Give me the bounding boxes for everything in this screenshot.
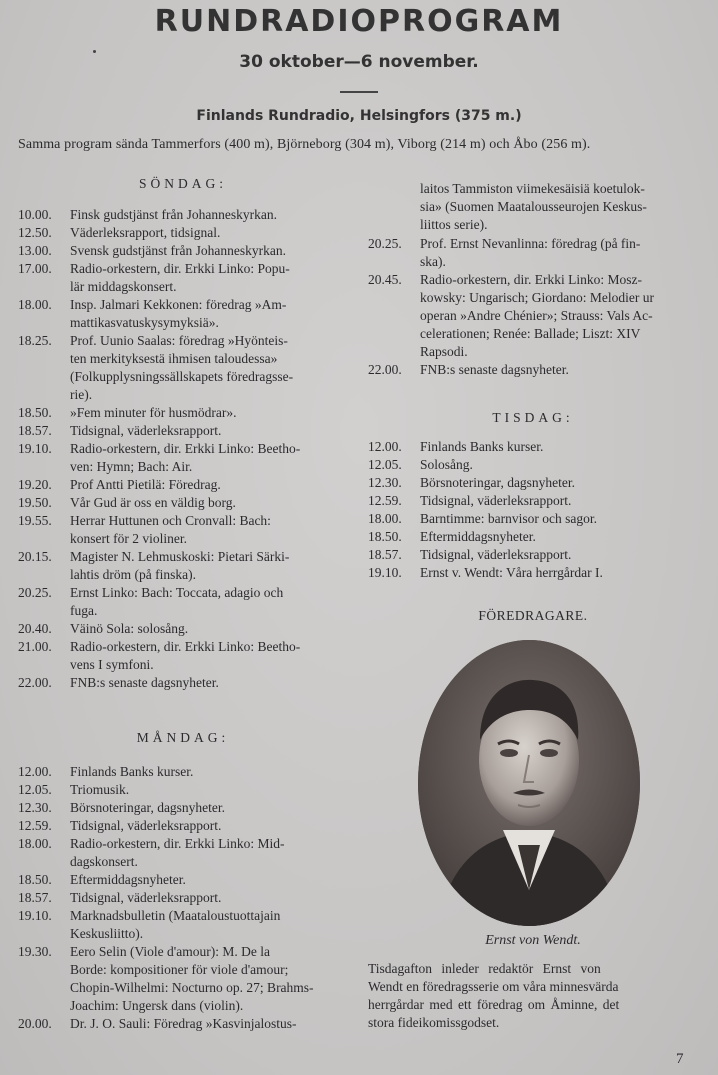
heading-mandag: MÅNDAG:: [136, 730, 230, 745]
schedule-text: [70, 242, 348, 260]
page-number: 7: [676, 1051, 684, 1067]
schedule-text: [70, 781, 348, 799]
schedule-time: 19.10.: [368, 565, 402, 580]
schedule-line: »Fem minuter för husmödrar».: [70, 405, 237, 420]
schedule-text: [70, 548, 348, 584]
schedule-line: Chopin-Wilhelmi: Nocturno op. 27; Brahms-: [70, 980, 314, 995]
schedule-line: Börsnoteringar, dagsnyheter.: [420, 475, 576, 490]
schedule-time: 20.00.: [18, 1016, 52, 1031]
schedule-time: 22.00.: [18, 675, 52, 690]
schedule-line: operan »Andre Chénier»; Strauss: Vals Ac-: [420, 308, 653, 323]
schedule-time: 20.25.: [368, 236, 402, 251]
schedule-text: [70, 638, 348, 674]
schedule-line: Eftermiddagsnyheter.: [420, 529, 536, 544]
mandag-continuation: [420, 180, 698, 234]
schedule-time: 12.30.: [368, 475, 402, 490]
schedule-text: [70, 674, 348, 692]
relay-stations-line: Samma program sända Tammerfors (400 m), Björneborg (304 m), Viborg (214 m) och Åbo (256 m).: [18, 137, 591, 152]
schedule-time: 12.00.: [18, 764, 52, 779]
schedule-time: 18.50.: [18, 405, 52, 420]
schedule-line: Radio-orkestern, dir. Erkki Linko: Beetho-: [70, 441, 301, 456]
schedule-line: ven: Hymn; Bach: Air.: [70, 459, 193, 474]
schedule-line: Ernst Linko: Bach: Toccata, adagio och: [70, 585, 284, 600]
note-line: stora fideikomissgodset.: [368, 1015, 500, 1030]
note-line: herrgårdar med ett föredrag om Åminne, det: [368, 997, 620, 1012]
schedule-time: 19.50.: [18, 495, 52, 510]
schedule-line: Finlands Banks kurser.: [420, 439, 544, 454]
schedule-line: Finsk gudstjänst från Johanneskyrkan.: [70, 207, 277, 222]
schedule-text: [70, 889, 348, 907]
schedule-text: [70, 440, 348, 476]
schedule-text: [70, 943, 348, 1015]
heading-foredragare: FÖREDRAGARE.: [478, 608, 588, 623]
schedule-line: Ernst v. Wendt: Våra herrgårdar I.: [420, 565, 603, 580]
schedule-line: Väinö Sola: solosång.: [70, 621, 189, 636]
schedule-time: 19.55.: [18, 513, 52, 528]
schedule-text: [420, 456, 698, 474]
schedule-time: 12.00.: [368, 439, 402, 454]
schedule-text: [420, 361, 698, 379]
schedule-text: [70, 512, 348, 548]
schedule-text: [70, 494, 348, 512]
schedule-text: [70, 1015, 348, 1033]
schedule-line: konsert för 2 violiner.: [70, 531, 187, 546]
schedule-text: [420, 271, 698, 361]
schedule-text: [70, 835, 348, 871]
schedule-text: [70, 296, 348, 332]
schedule-line: Radio-orkestern, dir. Erkki Linko: Popu-: [70, 261, 290, 276]
schedule-time: 19.10.: [18, 441, 52, 456]
schedule-time: 22.00.: [368, 362, 402, 377]
schedule-line: Keskusliitto).: [70, 926, 144, 941]
schedule-text: [70, 206, 348, 224]
title-rule: [340, 91, 378, 93]
schedule-line: Dr. J. O. Sauli: Föredrag »Kasvinjalostus-: [70, 1016, 297, 1031]
schedule-time: 18.00.: [368, 511, 402, 526]
schedule-line: vens I symfoni.: [70, 657, 154, 672]
schedule-time: 12.59.: [18, 818, 52, 833]
schedule-line: Prof. Uunio Saalas: föredrag »Hyönteis-: [70, 333, 288, 348]
schedule-line: lahtis dröm (på finska).: [70, 567, 196, 582]
schedule-text: [70, 476, 348, 494]
schedule-line: Tidsignal, väderleksrapport.: [70, 423, 222, 438]
schedule-text: [70, 332, 348, 404]
schedule-text: [70, 620, 348, 638]
schedule-line: lär middagskonsert.: [70, 279, 177, 294]
schedule-line: Tidsignal, väderleksrapport.: [70, 818, 222, 833]
schedule-line: ten merkityksestä ihmisen taloudessa»: [70, 351, 278, 366]
schedule-text: [420, 235, 698, 271]
schedule-time: 12.30.: [18, 800, 52, 815]
schedule-time: 18.00.: [18, 297, 52, 312]
schedule-text: [420, 474, 698, 492]
schedule-time: 20.40.: [18, 621, 52, 636]
schedule-line: fuga.: [70, 603, 98, 618]
schedule-text: [70, 799, 348, 817]
schedule-line: Prof Antti Pietilä: Föredrag.: [70, 477, 221, 492]
schedule-time: 12.50.: [18, 225, 52, 240]
schedule-line: Triomusik.: [70, 782, 130, 797]
station-line: Finlands Rundradio, Helsingfors (375 m.): [196, 108, 522, 124]
schedule-time: 19.30.: [18, 944, 52, 959]
schedule-time: 13.00.: [18, 243, 52, 258]
schedule-line: Solosång.: [420, 457, 473, 472]
schedule-time: 18.50.: [18, 872, 52, 887]
speaker-note: [368, 960, 688, 1032]
date-range: 30 oktober—6 november.: [239, 52, 479, 72]
schedule-line: Tidsignal, väderleksrapport.: [70, 890, 222, 905]
schedule-line: Tidsignal, väderleksrapport.: [420, 547, 572, 562]
schedule-line: rie).: [70, 387, 93, 402]
schedule-time: 12.05.: [18, 782, 52, 797]
schedule-line: Radio-orkestern, dir. Erkki Linko: Mid-: [70, 836, 285, 851]
continuation-line: laitos Tammiston viimekesäisiä koetulok-: [420, 181, 645, 196]
schedule-time: 12.05.: [368, 457, 402, 472]
portrait-caption: Ernst von Wendt.: [485, 933, 581, 948]
schedule-text: [70, 404, 348, 422]
schedule-line: Svensk gudstjänst från Johanneskyrkan.: [70, 243, 286, 258]
heading-sondag: SÖNDAG:: [138, 176, 227, 191]
schedule-text: [70, 817, 348, 835]
schedule-line: Herrar Huttunen och Cronvall: Bach:: [70, 513, 271, 528]
schedule-time: 17.00.: [18, 261, 52, 276]
schedule-line: FNB:s senaste dagsnyheter.: [420, 362, 569, 377]
schedule-line: mattikasvatuskysymyksiä».: [70, 315, 219, 330]
schedule-line: Magister N. Lehmuskoski: Pietari Särki-: [70, 549, 290, 564]
schedule-line: Marknadsbulletin (Maataloustuottajain: [70, 908, 281, 923]
page-title: RUNDRADIOPROGRAM: [154, 4, 564, 39]
schedule-line: Radio-orkestern, dir. Erkki Linko: Beetho-: [70, 639, 301, 654]
schedule-text: [420, 528, 698, 546]
schedule-time: 19.20.: [18, 477, 52, 492]
schedule-line: ska).: [420, 254, 446, 269]
schedule-text: [70, 422, 348, 440]
schedule-time: 21.00.: [18, 639, 52, 654]
schedule-line: Eftermiddagsnyheter.: [70, 872, 186, 887]
schedule-line: Eero Selin (Viole d'amour): M. De la: [70, 944, 270, 959]
heading-tisdag: TISDAG:: [492, 410, 574, 425]
schedule-text: [70, 260, 348, 296]
schedule-line: Finlands Banks kurser.: [70, 764, 194, 779]
schedule-line: Vår Gud är oss en väldig borg.: [70, 495, 236, 510]
schedule-text: [420, 564, 698, 582]
schedule-line: Insp. Jalmari Kekkonen: föredrag »Am-: [70, 297, 287, 312]
schedule-text: [70, 224, 348, 242]
schedule-line: Borde: kompositioner för viole d'amour;: [70, 962, 289, 977]
schedule-text: [70, 907, 348, 943]
schedule-line: Börsnoteringar, dagsnyheter.: [70, 800, 226, 815]
schedule-line: Rapsodi.: [420, 344, 468, 359]
schedule-time: 20.45.: [368, 272, 402, 287]
schedule-time: 18.50.: [368, 529, 402, 544]
schedule-time: 10.00.: [18, 207, 52, 222]
schedule-time: 18.57.: [18, 890, 52, 905]
schedule-line: Barntimme: barnvisor och sagor.: [420, 511, 597, 526]
schedule-line: Prof. Ernst Nevanlinna: föredrag (på fin-: [420, 236, 641, 251]
schedule-line: Väderleksrapport, tidsignal.: [70, 225, 221, 240]
note-line: Wendt en föredragsserie om våra minnesvärda: [368, 979, 619, 994]
schedule-text: [420, 492, 698, 510]
continuation-line: liittos serie).: [420, 217, 488, 232]
schedule-text: [420, 438, 698, 456]
schedule-time: 18.25.: [18, 333, 52, 348]
schedule-text: [70, 763, 348, 781]
note-line: Tisdagafton inleder redaktör Ernst von: [368, 961, 601, 976]
schedule-time: 19.10.: [18, 908, 52, 923]
schedule-text: [70, 871, 348, 889]
schedule-time: 18.57.: [368, 547, 402, 562]
schedule-text: [420, 510, 698, 528]
schedule-line: dagskonsert.: [70, 854, 138, 869]
schedule-line: (Folkupplysningssällskapets föredragsse-: [70, 369, 294, 384]
schedule-line: celerationen; Renée: Ballade; Liszt: XIV: [420, 326, 641, 341]
schedule-time: 20.25.: [18, 585, 52, 600]
schedule-time: 18.00.: [18, 836, 52, 851]
schedule-line: Tidsignal, väderleksrapport.: [420, 493, 572, 508]
schedule-text: [70, 584, 348, 620]
schedule-line: kowsky: Ungarisch; Giordano: Melodier ur: [420, 290, 654, 305]
schedule-line: Joachim: Ungersk dans (violin).: [70, 998, 244, 1013]
schedule-text: [420, 546, 698, 564]
schedule-time: 18.57.: [18, 423, 52, 438]
schedule-line: Radio-orkestern, dir. Erkki Linko: Mosz-: [420, 272, 642, 287]
schedule-time: 12.59.: [368, 493, 402, 508]
schedule-line: FNB:s senaste dagsnyheter.: [70, 675, 219, 690]
continuation-line: sia» (Suomen Maatalousseurojen Keskus-: [420, 199, 647, 214]
schedule-time: 20.15.: [18, 549, 52, 564]
speaker-portrait: [418, 640, 640, 926]
